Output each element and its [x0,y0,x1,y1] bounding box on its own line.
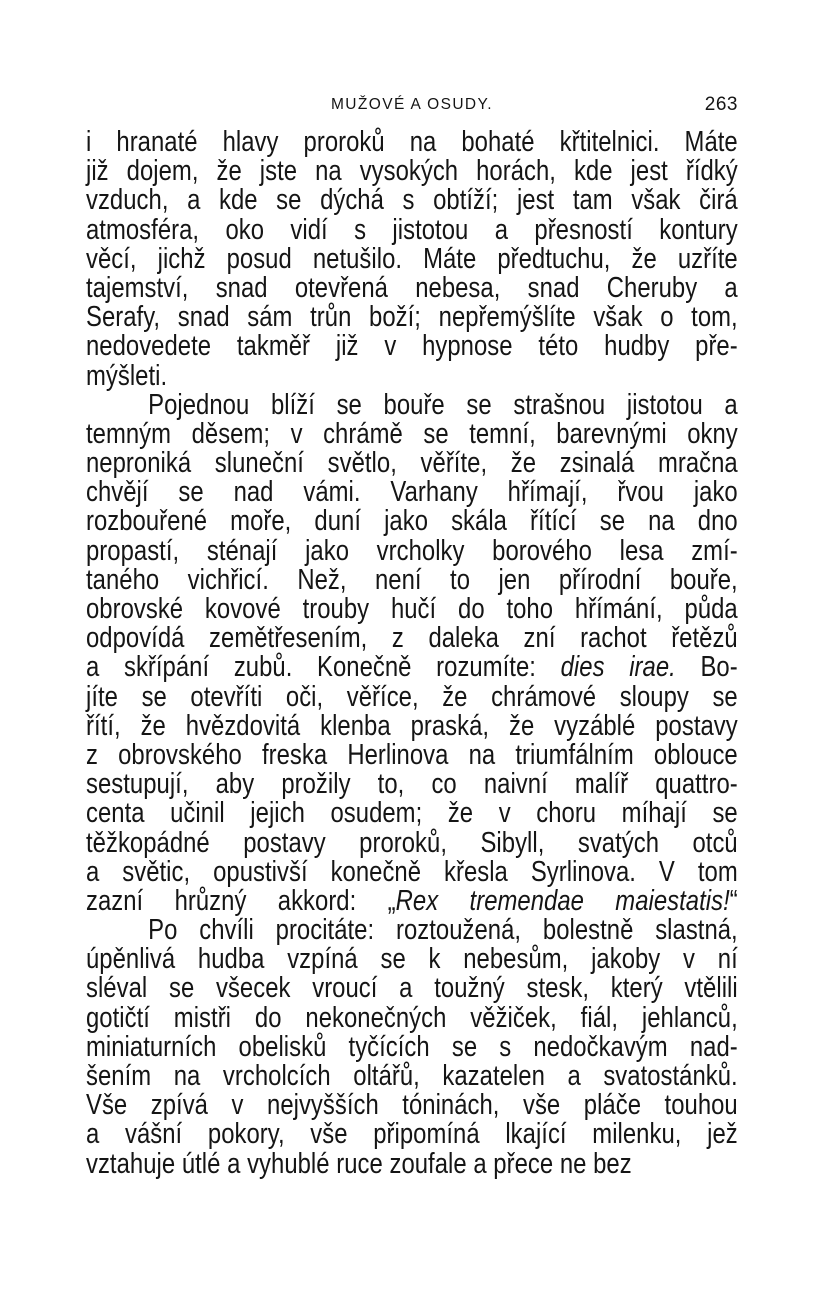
text-line [86,884,738,917]
text-line: miniaturních obelisků tyčících se s nedočkavým nad- [86,1030,738,1063]
text-line: mýšleti. [86,359,168,392]
text-line [86,653,738,682]
running-head: MUŽOVÉ A OSUDY. [331,96,493,113]
text-line: gotičtí mistři do nekonečných věžiček, fiál, jehlanců, [86,1001,738,1034]
text-line: a vášní pokory, vše připomíná lkající milenku, jež [86,1118,738,1151]
text-line: taného vichřicí. Než, není to jen přírodní bouře, [86,563,738,596]
text-segment: a skřípání zubů. Konečně rozumíte: [86,651,561,684]
text-line: i hranaté hlavy proroků na bohaté křtitelnici. Máte [86,126,738,158]
text-line: řítí, že hvězdovitá klenba praská, že vyzáblé postavy [86,709,738,742]
text-line: Pojednou blíží se bouře se strašnou jistotou a [148,388,738,421]
text-line: úpěnlivá hudba vzpíná se k nebesům, jakoby v ní [86,943,738,976]
text-line: již dojem, že jste na vysokých horách, kde jest řídký [86,155,738,188]
text-line: vztahuje útlé a vyhublé ruce zoufale a přece ne bez [86,1147,632,1180]
text-line: jíte se otevříti oči, věříce, že chrámové sloupy se [86,680,738,713]
text-line: šením na vrcholcích oltářů, kazatelen a svatostánků. [86,1060,738,1092]
text-line: obrovské kovové trouby hučí do toho hřímání, půda [86,593,738,625]
text-segment: “ [729,884,738,917]
text-line: rozbouřené moře, duní jako skála řítící se na dno [86,505,738,538]
text-line: těžkopádné postavy proroků, Sibyll, svatých otců [86,826,738,859]
text-segment: zazní hrůzný akkord: „ [86,884,396,917]
text-line: atmosféra, oko vidí s jistotou a přesností kontury [86,213,738,246]
text-line: centa učinil jejich osudem; že v choru míhají se [86,797,738,830]
text-line: tajemství, snad otevřená nebesa, snad Cheruby a [86,271,738,304]
text-line: chvějí se nad vámi. Varhany hřímají, řvou jako [86,476,738,509]
text-line: sléval se všecek vroucí a toužný stesk, který vtělili [86,972,738,1005]
text-line: Po chvíli procitáte: roztoužená, bolestně slastná, [148,914,738,947]
text-line: věcí, jichž posud netušilo. Máte předtuchu, že uzříte [86,242,738,275]
text-line: z obrovského freska Herlinova na triumfálním oblouce [86,738,738,771]
text-segment: Bo- [675,651,738,684]
text-line: sestupují, aby prožily to, co naivní malíř quattro- [86,768,738,801]
page-number: 263 [704,94,738,115]
text-line: vzduch, a kde se dýchá s obtíží; jest tam však čirá [86,184,738,217]
text-line: Serafy, snad sám trůn boží; nepřemýšlíte však o tom, [86,301,738,334]
text-line: neproniká sluneční světlo, věříte, že zsinalá mračna [86,447,738,480]
text-line: Vše zpívá v nejvyšších tóninách, vše pláče touhou [86,1089,738,1122]
text-line: a světic, opustivší konečně křesla Syrlinova. V tom [86,855,738,888]
italic-phrase: Rex tremendae maiestatis! [395,884,730,917]
body-text [86,128,738,1179]
italic-phrase: dies irae. [560,651,676,684]
text-line: propastí, sténají jako vrcholky borového lesa zmí- [86,534,738,567]
page-header [86,92,738,122]
text-line: odpovídá zemětřesením, z daleka zní rachot řetězů [86,622,738,655]
text-line: temným děsem; v chrámě se temní, barevnými okny [86,417,738,450]
text-line: nedovedete takměř již v hypnose této hudby pře- [86,330,738,363]
